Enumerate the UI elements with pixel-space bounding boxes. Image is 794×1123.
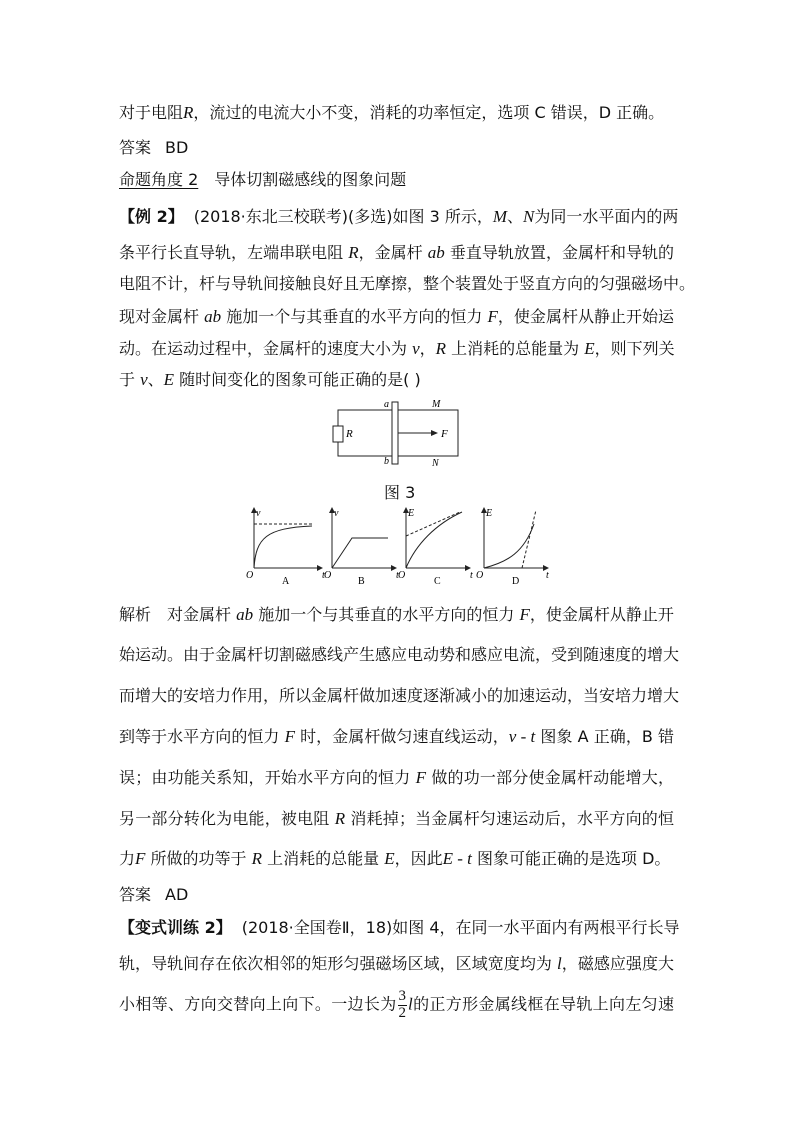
variant-line-2	[119, 955, 674, 972]
solution-line-2	[119, 645, 680, 664]
section-heading	[119, 172, 674, 188]
y-label: v	[256, 508, 261, 519]
var-l: l	[557, 954, 562, 973]
var-v: v	[140, 370, 148, 389]
graphs-figure	[240, 502, 560, 586]
figure-caption: 图 3	[384, 483, 416, 502]
y-label: E	[486, 508, 493, 519]
curve	[254, 526, 312, 568]
var-ab: ab	[236, 605, 254, 624]
var-N: N	[523, 207, 535, 226]
solution-line-6	[119, 810, 674, 827]
section-title: 导体切割磁感线的图象问题	[214, 170, 407, 189]
fraction-numerator: 3	[398, 988, 407, 1004]
graph-letter: B	[358, 576, 365, 586]
text: 垂直导轨放置，金属杆和导轨的	[449, 243, 674, 262]
variant-line-3	[119, 989, 674, 1021]
graph-c	[398, 508, 473, 586]
text: 始运动。由于金属杆切割磁感线产生感应电动势和感应电流，受到随速度的增大	[119, 645, 680, 664]
text: 的正方形金属线框在导轨上向左匀速	[412, 994, 674, 1014]
var-F: F	[284, 727, 295, 746]
text: 到等于水平方向的恒力	[119, 727, 280, 746]
text: ，	[419, 339, 436, 358]
var-F: F	[135, 849, 146, 868]
var-M: M	[492, 207, 508, 226]
solution-label: 解析	[119, 605, 152, 624]
solution-line-7	[119, 850, 674, 867]
graph-letter: C	[434, 576, 441, 586]
text: 为同一水平面内的两	[534, 207, 679, 226]
variant-line-1	[119, 918, 680, 937]
example-line-2	[119, 244, 674, 261]
text: 另一部分转化为电能，被电阻	[119, 809, 330, 828]
text: 所做的功等于	[150, 849, 247, 868]
solution-line-1	[119, 606, 674, 623]
answer-label: 答案	[119, 138, 152, 157]
origin-label: O	[324, 570, 332, 581]
var-Et: E - t	[442, 849, 472, 868]
y-label: v	[334, 508, 339, 519]
var-R: R	[183, 103, 194, 122]
x-label: t	[470, 570, 473, 581]
curve	[406, 512, 462, 568]
text: ，磁感应强度大	[561, 954, 674, 973]
text: 条平行长直导轨，左端串联电阻	[119, 243, 344, 262]
answer-value: AD	[165, 885, 189, 904]
label-M: M	[432, 399, 441, 410]
text: 图象 A 正确，B 错	[540, 727, 674, 746]
text: 误；由功能关系知，开始水平方向的恒力	[119, 768, 411, 787]
variant-tag: 【变式训练 2】	[119, 918, 232, 937]
fraction-denominator: 2	[398, 1005, 407, 1021]
answer-line-2	[119, 887, 674, 903]
var-ab: ab	[204, 307, 222, 326]
fraction	[398, 989, 408, 1021]
example-line-3	[119, 274, 696, 293]
text: ，金属杆	[358, 243, 423, 262]
text: 于	[119, 370, 136, 389]
solution-line-3	[119, 686, 680, 705]
text: 随时间变化的图象可能正确的是( )	[179, 370, 421, 389]
text: 轨，导轨间存在依次相邻的矩形匀强磁场区域，区域宽度均为	[119, 954, 552, 973]
var-E: E	[163, 370, 175, 389]
metal-rod	[392, 402, 398, 464]
var-v: v	[412, 339, 420, 358]
text: 消耗掉；当金属杆匀速运动后，水平方向的恒	[350, 809, 674, 828]
tangent-line	[522, 510, 536, 568]
label-b: b	[384, 456, 389, 467]
curve	[484, 524, 534, 568]
text: 上消耗的总能量	[267, 849, 380, 868]
graph-b	[324, 508, 399, 586]
text: ，因此	[394, 849, 443, 868]
graph-letter: A	[282, 576, 290, 586]
x-label: t	[546, 570, 549, 581]
text: 图象可能正确的是选项 D。	[476, 849, 671, 868]
example-line-5	[119, 340, 674, 357]
answer-label: 答案	[119, 885, 152, 904]
resistor	[333, 426, 343, 442]
example-line-6	[119, 371, 674, 388]
var-ab: ab	[427, 243, 445, 262]
graph-letter: D	[512, 576, 520, 586]
origin-label: O	[398, 570, 406, 581]
var-l: l	[408, 994, 413, 1014]
text: ，则下列关	[594, 339, 675, 358]
text: 现对金属杆	[119, 307, 200, 326]
text: 对金属杆	[167, 605, 232, 624]
var-vt: v - t	[508, 727, 536, 746]
intro-line	[119, 104, 674, 121]
text: ，使金属杆从静止开始运	[497, 307, 674, 326]
text: 小相等、方向交替向上向下。一边长为	[119, 994, 397, 1014]
graph-d	[476, 508, 549, 586]
text: 施加一个与其垂直的水平方向的恒力	[258, 605, 515, 624]
label-F: F	[441, 428, 448, 440]
var-R: R	[334, 809, 346, 828]
y-label: E	[408, 508, 415, 519]
text: 动。在运动过程中，金属杆的速度大小为	[119, 339, 408, 358]
example-tag: 【例 2】	[119, 207, 184, 226]
text: 施加一个与其垂直的水平方向的恒力	[226, 307, 483, 326]
label-a: a	[384, 399, 389, 410]
solution-line-4	[119, 728, 674, 745]
origin-label: O	[246, 570, 254, 581]
text: (2018·全国卷Ⅱ，18)如图 4，在同一水平面内有两根平行长导	[241, 918, 680, 937]
text: 时，金属杆做匀速直线运动，	[300, 727, 509, 746]
example-line-1	[119, 207, 679, 226]
text: (2018·东北三校联考)(多选)如图 3 所示，	[193, 207, 493, 226]
var-E: E	[384, 849, 395, 868]
curve	[332, 538, 388, 568]
text: 力	[119, 849, 136, 868]
x-label: t	[396, 570, 399, 581]
var-R: R	[435, 339, 447, 358]
answer-line	[119, 140, 674, 156]
var-R: R	[251, 849, 262, 868]
solution-line-5	[119, 769, 674, 786]
var-F: F	[487, 307, 498, 326]
label-N: N	[432, 458, 439, 468]
label-R: R	[346, 428, 353, 440]
example-line-4	[119, 308, 674, 325]
origin-label: O	[476, 570, 484, 581]
var-E: E	[584, 339, 595, 358]
text: ，流过的电流大小不变，消耗的功率恒定，选项 C 错误，D 正确。	[193, 103, 665, 122]
text: 做的功一部分使金属杆动能增大，	[431, 768, 674, 787]
var-F: F	[519, 605, 530, 624]
text: 、	[507, 207, 524, 226]
x-label: t	[322, 570, 325, 581]
text: 上消耗的总能量为	[451, 339, 580, 358]
section-label: 命题角度 2	[119, 170, 199, 189]
var-R: R	[348, 243, 359, 262]
text: 、	[147, 370, 164, 389]
force-arrowhead	[431, 430, 438, 436]
text: ，使金属杆从静止开	[529, 605, 674, 624]
graph-a	[246, 508, 325, 586]
var-F: F	[415, 768, 427, 787]
text: 电阻不计，杆与导轨间接触良好且无摩擦，整个装置处于竖直方向的匀强磁场中。	[119, 274, 696, 293]
text: 对于电阻	[119, 103, 184, 122]
circuit-figure	[328, 396, 468, 468]
text: 而增大的安培力作用，所以金属杆做加速度逐渐减小的加速运动，当安培力增大	[119, 686, 680, 705]
answer-value: BD	[165, 138, 189, 157]
